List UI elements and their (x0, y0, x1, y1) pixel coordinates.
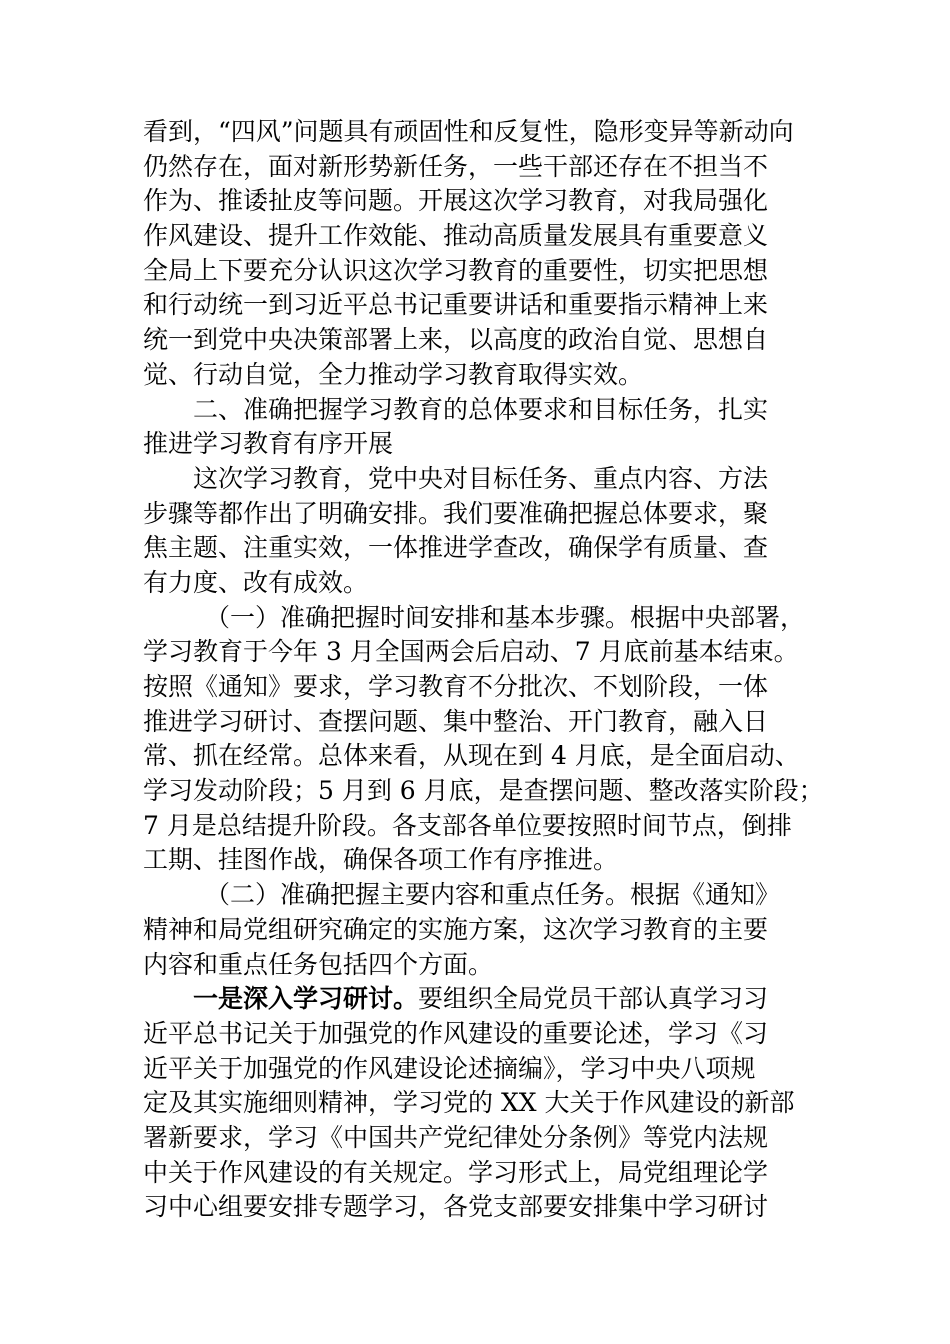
text-line (143, 670, 807, 705)
line-text: 学习发动阶段；5 月到 6 月底，是查摆问题、整改落实阶段； (143, 776, 824, 806)
document-body (143, 115, 824, 1225)
line-text: 和行动统一到习近平总书记重要讲话和重要指示精神上来 (143, 290, 769, 320)
text-line (143, 150, 807, 185)
line-text: 焦主题、注重实效，一体推进学查改，确保学有质量、查 (143, 533, 769, 563)
text-line (143, 1017, 807, 1052)
line-text: 学习教育于今年 3 月全国两会后启动、7 月底前基本结束。 (143, 637, 799, 667)
text-line (143, 739, 807, 774)
line-text: 统一到党中央决策部署上来，以高度的政治自觉、思想自 (143, 325, 769, 355)
line-text: 中关于作风建设的有关规定。学习形式上，局党组理论学 (143, 1157, 769, 1187)
line-text: 作为、推诿扯皮等问题。开展这次学习教育，对我局强化 (143, 186, 769, 216)
text-line (143, 1052, 807, 1087)
text-line (143, 601, 807, 636)
line-text: 定及其实施细则精神，学习党的 XX 大关于作风建设的新部 (143, 1088, 795, 1118)
text-line (143, 566, 807, 601)
line-text: 作风建设、提升工作效能、推动高质量发展具有重要意义 (143, 221, 769, 251)
line-text: （一）准确把握时间安排和基本步骤。根据中央部署， (205, 602, 806, 632)
line-text: 7 月是总结提升阶段。各支部各单位要按照时间节点，倒排 (143, 810, 792, 840)
line-text: 按照《通知》要求，学习教育不分批次、不划阶段，一体 (143, 672, 769, 701)
text-line (143, 219, 807, 254)
line-text: 这次学习教育，党中央对目标任务、重点内容、方法 (193, 463, 769, 493)
text-line (143, 705, 807, 740)
text-line (143, 948, 807, 983)
line-text: 看到，“四风”问题具有顽固性和反复性，隐形变异等新动向 (143, 117, 794, 146)
line-text: （二）准确把握主要内容和重点任务。根据《通知》 (205, 880, 781, 910)
text-line (143, 982, 807, 1017)
bold-lead-text: 一是深入学习研讨。 (193, 984, 419, 1014)
text-line (143, 531, 807, 566)
line-text: 内容和重点任务包括四个方面。 (143, 949, 494, 979)
line-text: 觉、行动自觉，全力推动学习教育取得实效。 (143, 359, 644, 389)
text-line (143, 462, 807, 497)
text-line (143, 254, 807, 289)
text-line (143, 358, 807, 393)
line-text: 要组织全局党员干部认真学习习 (418, 984, 769, 1014)
text-line (143, 913, 807, 948)
line-text: 推进学习研讨、查摆问题、集中整治、开门教育，融入日 (143, 706, 769, 736)
text-line (143, 1086, 807, 1121)
text-line (143, 1121, 807, 1156)
text-line (143, 774, 824, 809)
line-text: 常、抓在经常。总体来看，从现在到 4 月底，是全面启动、 (143, 741, 800, 771)
text-line (143, 1190, 807, 1225)
text-line (143, 115, 807, 150)
text-line (143, 809, 807, 844)
line-text: 二、准确把握学习教育的总体要求和目标任务，扎实 (193, 394, 769, 424)
line-text: 全局上下要充分认识这次学习教育的重要性，切实把思想 (143, 255, 769, 285)
line-text: 推进学习教育有序开展 (143, 429, 394, 459)
text-line (143, 1156, 807, 1191)
text-line (143, 427, 807, 462)
line-text: 近平总书记关于加强党的作风建设的重要论述，学习《习 (143, 1018, 769, 1048)
line-text: 精神和局党组研究确定的实施方案，这次学习教育的主要 (143, 914, 769, 944)
text-line (143, 497, 807, 532)
text-line (143, 635, 807, 670)
line-text: 习中心组要安排专题学习，各党支部要安排集中学习研讨 (143, 1192, 769, 1222)
line-text: 近平关于加强党的作风建设论述摘编》，学习中央八项规 (143, 1053, 756, 1083)
line-text: 署新要求，学习《中国共产党纪律处分条例》等党内法规 (143, 1122, 769, 1152)
text-line (143, 288, 807, 323)
text-line (143, 878, 807, 913)
line-text: 工期、挂图作战，确保各项工作有序推进。 (143, 845, 619, 875)
text-line (143, 393, 807, 428)
text-line (143, 184, 807, 219)
line-text: 步骤等都作出了明确安排。我们要准确把握总体要求，聚 (143, 498, 769, 528)
line-text: 仍然存在，面对新形势新任务，一些干部还存在不担当不 (143, 151, 769, 181)
text-line (143, 843, 807, 878)
text-line (143, 323, 807, 358)
line-text: 有力度、改有成效。 (143, 567, 369, 597)
